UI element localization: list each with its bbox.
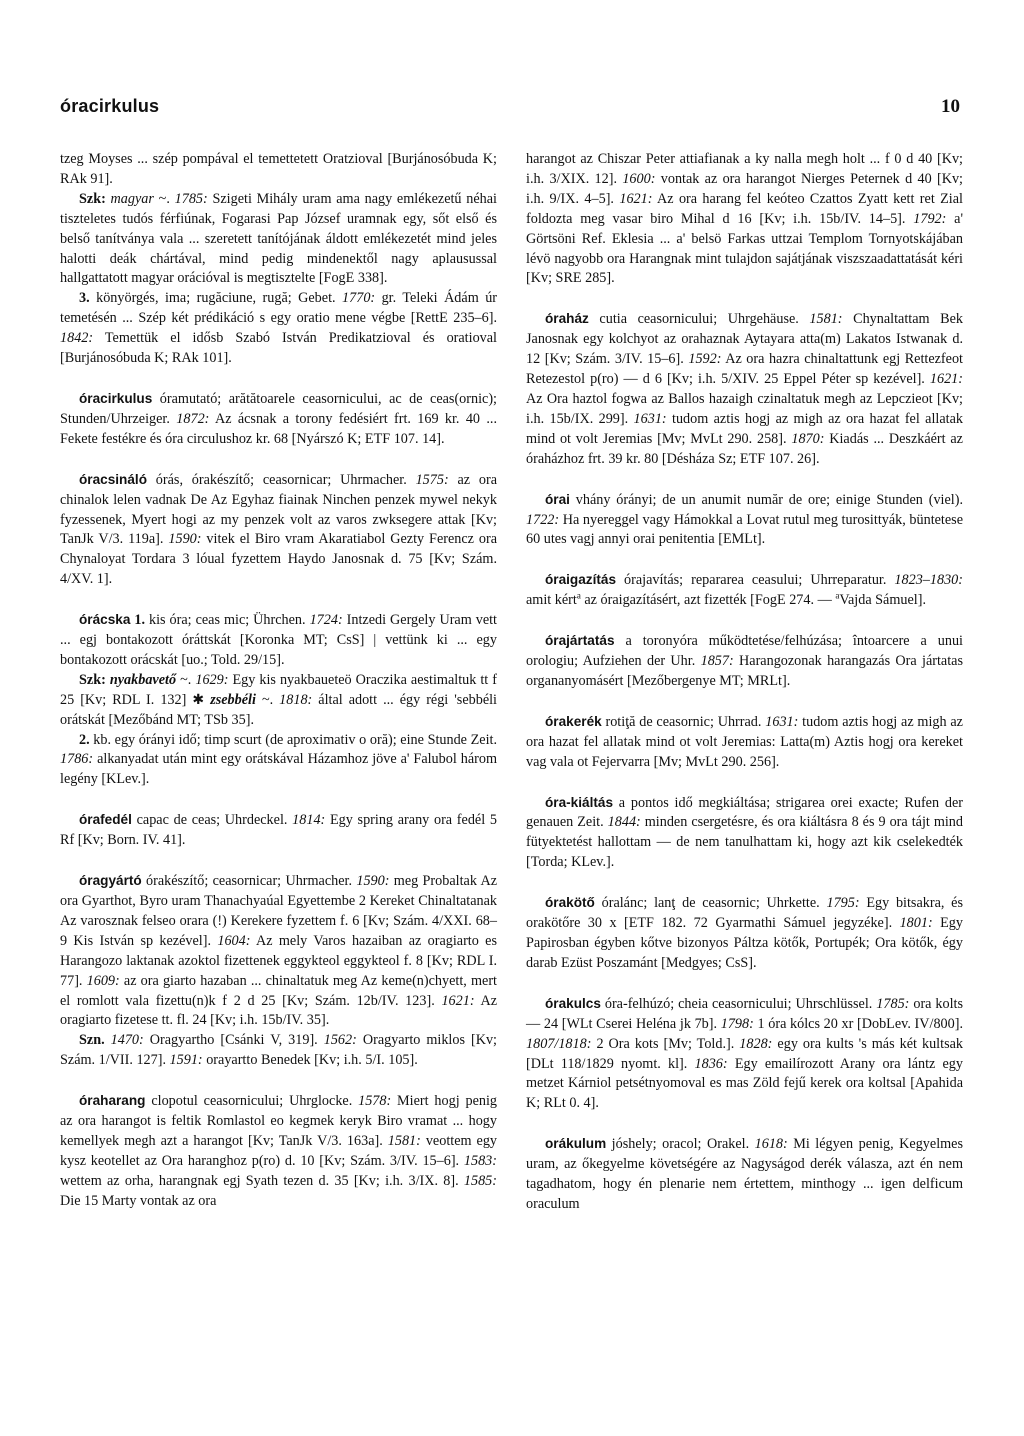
headword: óraház xyxy=(545,311,589,327)
bold-italic-term: nyakbavető xyxy=(109,671,177,688)
entry-text: Egy spring arany ora fedél 5 Rf [Kv; Born. IV. 41]. xyxy=(60,812,497,849)
year-citation: 1823–1830: xyxy=(894,572,963,589)
entry-text: capac de ceas; Uhrdeckel. xyxy=(131,812,293,829)
year-citation: 1770: xyxy=(342,290,376,307)
entry-paragraph xyxy=(526,994,963,1114)
entry-paragraph xyxy=(60,1031,497,1071)
year-citation: 1609: xyxy=(86,972,120,989)
page-number: 10 xyxy=(941,96,960,117)
entry-paragraph xyxy=(60,190,497,290)
entry-paragraph xyxy=(526,631,963,692)
entry-text: az óraigazításért, azt fizették [FogE 274. — xyxy=(580,592,836,609)
entry-text: óramutató; arătătoarele ceasornicului, ac de ceas(ornic); Stunden/Uhrzeiger. xyxy=(60,390,497,427)
left-column xyxy=(60,150,497,1232)
year-citation: 1801: xyxy=(899,915,933,932)
year-citation: 1583: xyxy=(463,1152,497,1169)
entry-paragraph xyxy=(60,671,497,731)
year-citation: 1621: xyxy=(441,992,475,1009)
year-citation: 1631: xyxy=(633,410,667,427)
dictionary-entry xyxy=(526,712,963,773)
dictionary-entry xyxy=(526,1134,963,1215)
year-citation: 1621: xyxy=(929,371,963,388)
entry-text: óralánc; lanţ de ceasornic; Uhrkette. xyxy=(594,895,827,912)
entry-text: clopotul ceasornicului; Uhrglocke. xyxy=(145,1093,359,1110)
entry-text: Intzedi Gergely Uram vett ... egj bontakozott óráttskát [Koronka MT; CsS] | vettünk ki ... egy bontakozott orácskát [uo.; Told. 29/15]. xyxy=(60,612,498,668)
entry-text: alkanyadat után mint egy orátskával Házamhoz jöve a' Falubol három legény [KLev.]. xyxy=(60,751,497,788)
year-citation: 1786: xyxy=(60,751,94,768)
entry-paragraph xyxy=(526,1134,963,1215)
superscript-mark: a xyxy=(835,590,840,601)
headword: órakerék xyxy=(545,713,602,729)
year-citation: magyar xyxy=(110,190,154,207)
entry-text: Egy Papirosban égyben kőtve bizonyos Páltza kötők, Portupék; Ora kötők, égy darab Ezüst Poszamánt [Medgyes; CsS]. xyxy=(526,915,963,971)
dictionary-entry xyxy=(60,470,497,590)
entry-text: Oragyartho [Csánki V, 319]. xyxy=(143,1032,324,1049)
headword: óragyártó xyxy=(79,873,142,889)
bold-label: 2. xyxy=(79,731,94,748)
entry-text: Az oragiarto fizetese tt. fl. 24 [Kv; i.h. 15b/IV. 35]. xyxy=(60,992,497,1029)
entry-text: a toronyóra működtetése/felhúzása; întoarcere a unui orologiu; Aufziehen der Uhr. xyxy=(526,633,963,670)
year-citation: 1631: xyxy=(765,713,799,730)
headword: orákulum xyxy=(545,1136,607,1152)
dictionary-entry xyxy=(526,994,963,1114)
entry-text: órajavítás; repararea ceasului; Uhrreparatur. xyxy=(616,572,895,589)
headword: órácska xyxy=(79,612,131,628)
year-citation: 1795: xyxy=(826,895,860,912)
dictionary-entry xyxy=(526,631,963,692)
entry-text: 2 Ora kots [Mv; Told.]. xyxy=(591,1035,740,1052)
entry-text: Kiadás ... Deszkáért az óraházhoz frt. 39 kr. 80 [Désháza Sz; ETF 107. 26]. xyxy=(526,430,963,467)
headword: óraigazítás xyxy=(545,572,617,588)
entry-text: harangot az Chiszar Peter attiafianak a ky nalla megh holt ... f 0 d 40 [Kv; i.h. 3/XIX. 12]. xyxy=(526,151,963,187)
entry-text: rotiţă de ceasornic; Uhrrad. xyxy=(601,713,766,730)
entry-text: az ora chinalok lelen vadnak De Az Egyhaz fiainak Ninchen penzek mywel nekyk fyzessenek, Myert hogi az my penzek volt az varos zwksegere attak [Kv; TanJk V/3. 119a]. xyxy=(60,471,497,548)
dictionary-entry xyxy=(526,490,963,551)
entry-paragraph xyxy=(526,570,963,611)
headword: óracsináló xyxy=(79,471,147,487)
year-citation: 1604: xyxy=(217,932,251,949)
running-header xyxy=(60,96,960,122)
right-column xyxy=(526,150,963,1235)
entry-text: Az ácsnak a torony fedésiért frt. 169 kr. 40 ... Fekete festékre és óra circulushoz kr. 68 [Nyárszó K; ETF 107. 14]. xyxy=(60,410,497,447)
entry-text: a' Görtsöni Ref. Eklesia ... a' belsö Farkas uttzai Templom Tornyotskájában lévö nagyobb ora Harangnak mint tulajdon sajátjának viszszaadattatását kéri [Kv; SRE 285]. xyxy=(526,210,964,287)
headword: óra-kiáltás xyxy=(545,794,614,810)
dictionary-entry xyxy=(60,871,497,1071)
entry-text: Szigeti Mihály uram ama nagy emlékezetű néhai tiszteletes tudós férfiúnak, Fogarasi Pap József uramnak egy, sőt első és belső tanítványa vala ... szeretett tanítójának áldott emlékezetét mind jeles halotti deák chártával, mind pedig mindenektől nagy aplausussal hallgattatott magyar orációval is megtisztelte [FogE 338]. xyxy=(60,190,497,287)
year-citation: 1575: xyxy=(415,471,449,488)
entry-text: Vajda Sámuel]. xyxy=(839,592,926,609)
entry-paragraph xyxy=(60,610,497,671)
dictionary-entry xyxy=(60,1091,497,1211)
headword: órakulcs xyxy=(545,995,601,1011)
headword: órafedél xyxy=(79,812,132,828)
entry-text: Egy bitsakra, és orakötőre 30 x [ETF 182. 72 Gyarmathi Sámuel jegyzéke]. xyxy=(526,895,963,932)
entry-text: által adott ... égy régi 'sebbéli orátskát [Mezőbánd MT; TSb 35]. xyxy=(60,691,497,728)
year-citation: 1807/1818: xyxy=(526,1035,592,1052)
entry-text: ora kolts — 24 [WLt Cserei Heléna jk 7b]. xyxy=(526,995,963,1032)
year-citation: 1857: xyxy=(700,653,734,670)
entry-text: egy ora kults 's más két kultsak [DLt 118/1829 nyomt. kl]. xyxy=(526,1035,963,1072)
entry-text: kis óra; ceas mic; Ührchen. xyxy=(145,612,310,629)
year-citation: 1828: xyxy=(739,1035,773,1052)
entry-text: 1 óra kólcs 20 xr [DobLev. IV/800]. xyxy=(753,1015,963,1032)
entry-text: veottem egy kysz keotellet az Ora haranghoz p(ro) d. 10 [Kv; Szám. 3/IV. 15–6]. xyxy=(60,1132,498,1169)
entry-text: jóshely; oracol; Orakel. xyxy=(606,1136,755,1153)
entry-text: a pontos idő megkiáltása; strigarea orei exacte; Rufen der genauen Zeit. xyxy=(526,794,963,831)
bold-italic-term: zsebbéli xyxy=(210,691,256,708)
dictionary-entry xyxy=(60,150,497,369)
entry-text: Miert hogj penig az ora harangot is feltik Romlastol eo kegmek keryk Biro vramat ... hogy kemellyek megh azt a harangot [Kv; TanJk V/3. 163a]. xyxy=(60,1093,498,1149)
entry-text: Mi légyen penig, Kegyelmes uram, az őkegyelme követségére az Nagyságod derék válasza, azt én nem tagadhatom, hogy én plenarie nem értettem, minthogy ... igen delficum oraculum xyxy=(526,1136,963,1212)
entry-text: Az Ora haztol fogwa az Ballos hazaigh czinaltatuk megh az Lepczieot [Kv; i.h. 15b/IX. 299]. xyxy=(526,390,963,427)
year-citation: 1724: xyxy=(309,612,343,629)
entry-text: órás, órakészítő; ceasornicar; Uhrmacher. xyxy=(147,471,416,488)
bold-label: 3. xyxy=(79,290,97,307)
bold-label: Szn. xyxy=(79,1032,111,1049)
entry-text: Egy kis nyakbaueteö Oraczika aestimaltuk tt f 25 [Kv; RDL I. 132] ✱ xyxy=(60,671,497,708)
bold-label: Szk: xyxy=(79,671,110,688)
bold-label: Szk: xyxy=(79,190,111,207)
entry-text: ~. xyxy=(153,190,175,207)
entry-text: óra-felhúzó; cheia ceasornicului; Uhrschlüssel. xyxy=(600,995,877,1012)
year-citation: 1621: xyxy=(619,190,653,207)
entry-text: meg Probaltak Az ora Gyarthot, Byro uram Thanachyaúal Egyettembe 2 Kereket Chinaltatanak Az varosznak felseo orara (!) Kerekere fyzettem f. 6 [Kv; Szám. 4/XXI. 68–9 Kis István sp kezével]. xyxy=(60,873,498,949)
year-citation: 1785: xyxy=(174,190,208,207)
entry-paragraph xyxy=(60,871,497,1031)
entry-text: vontak az ora harangot Nierges Peternek d 40 [Kv; i.h. 9/IX. 4–5]. xyxy=(526,170,963,207)
entry-text: ~. xyxy=(255,691,280,708)
headword: óracirkulus xyxy=(79,390,153,406)
year-citation: 1818: xyxy=(279,691,313,708)
superscript-mark: a xyxy=(576,590,581,601)
year-citation: 1872: xyxy=(176,410,210,427)
entry-text: Az ora harang fel keóteo Czattos Zyatt kett ret Zial foldozta meg vasar biro Mihal d 16 [Kv; i.h. 15b/IV. 14–5]. xyxy=(526,190,963,227)
entry-text: könyörgés, ima; rugăciune, rugă; Gebet. xyxy=(96,290,343,307)
bold-label: 1. xyxy=(130,612,146,629)
entry-text: gr. Teleki Ádám úr temetésén ... Szép két prédikáció s egy oratio mene végbe [RettE 235–6]. xyxy=(60,290,498,327)
year-citation: 1600: xyxy=(622,170,656,187)
year-citation: 1798: xyxy=(720,1015,754,1032)
entry-text: tudom aztis hogj az migh az ora hazat fel allatak mind ot volt Jeremias [Mv; MvLt 290. 258]. xyxy=(526,410,963,447)
dictionary-entry xyxy=(60,610,497,790)
year-citation: 1836: xyxy=(694,1055,728,1072)
entry-text: vhány órányi; de un anumit număr de ore; einige Stunden (viel). xyxy=(569,491,963,508)
year-citation: 1578: xyxy=(358,1093,392,1110)
headword: órajártatás xyxy=(545,633,615,649)
year-citation: 1629: xyxy=(195,671,229,688)
entry-text: vitek el Biro vram Akaratiabol Gezty Ferencz ora Chynaloyat Tordara 3 lóual fyzettem Haydo Janosnak d. 75 [Kv; Szám. 4/XV. 1]. xyxy=(60,531,497,588)
running-headword: óracirkulus xyxy=(60,96,160,116)
entry-text: ~. xyxy=(176,671,196,688)
dictionary-entry xyxy=(526,570,963,611)
dictionary-entry xyxy=(526,793,963,874)
year-citation: 1470: xyxy=(110,1032,144,1049)
dictionary-entry xyxy=(60,389,497,450)
entry-text: kb. egy órányi idő; timp scurt (de aproximativ o oră); eine Stunde Zeit. xyxy=(93,731,498,748)
year-citation: 1590: xyxy=(168,531,202,548)
year-citation: 1592: xyxy=(688,351,722,368)
entry-paragraph xyxy=(60,389,497,450)
entry-text: Temettük el idősb Szabó István Predikatzioval és oratioval [Burjánosóbuda K; RAk 101]. xyxy=(60,330,497,367)
year-citation: 1581: xyxy=(809,311,843,328)
entry-text: Az ora hazra chinaltattunk egj Rettezfeot Retezestol p(ro) — d 6 [Kv; i.h. 5/XIV. 25 Eppel Péter sp kezével]. xyxy=(526,351,963,388)
year-citation: 1562: xyxy=(323,1032,357,1049)
year-citation: 1722: xyxy=(526,511,560,528)
entry-paragraph xyxy=(60,810,497,851)
entry-text: amit kért xyxy=(526,592,577,609)
entry-paragraph xyxy=(526,793,963,874)
entry-text: Ha nyereggel vagy Hámokkal a Lovat rutul meg turosittyák, büntetese 60 utes vagj annyi orai penitentia [EMLt]. xyxy=(526,511,963,548)
entry-text: Oragyarto miklos [Kv; Szám. 1/VII. 127]. xyxy=(60,1032,497,1069)
entry-paragraph xyxy=(526,712,963,773)
entry-paragraph xyxy=(60,289,497,369)
entry-text: tzeg Moyses ... szép pompával el temettetett Oratzioval [Burjánosóbuda K; RAk 91]. xyxy=(60,151,497,187)
entry-text: Die 15 Marty vontak az ora xyxy=(60,1192,217,1209)
entry-paragraph xyxy=(60,470,497,590)
headword: órai xyxy=(545,491,570,507)
year-citation: 1785: xyxy=(876,995,910,1012)
dictionary-entry xyxy=(526,893,963,974)
entry-paragraph xyxy=(60,150,497,190)
entry-text: Egy emailírozott Arany ora lántz egy metzet Kárniol petsétnyomoval es mas Zöld fejű kerek ora koltsal [Apahida K; RLt 0. 4]. xyxy=(526,1055,963,1112)
year-citation: 1870: xyxy=(791,430,825,447)
year-citation: 1618: xyxy=(754,1136,788,1153)
year-citation: 1814: xyxy=(292,812,326,829)
headword: órakötő xyxy=(545,895,595,911)
entry-text: órakészítő; ceasornicar; Uhrmacher. xyxy=(141,873,357,890)
entry-paragraph xyxy=(526,150,963,289)
year-citation: 1590: xyxy=(356,873,390,890)
entry-text: Chynaltattam Bek Janosnak egy kolchyot az orahaznak Aytayara atta(m) Lakatos Istwanak d. 12 [Kv; Szám. 3/IV. 15–6]. xyxy=(526,311,963,368)
entry-paragraph xyxy=(526,309,963,469)
entry-paragraph xyxy=(60,731,497,791)
headword: óraharang xyxy=(79,1093,146,1109)
entry-paragraph xyxy=(60,1091,497,1211)
entry-text: cutia ceasornicului; Uhrgehäuse. xyxy=(588,311,810,328)
entry-text: az ora giarto hazaban ... chinaltatuk meg Az keme(n)chyett, mert el romlott vala fizettu(n)k f 2 d 25 [Kv; Szám. 12b/IV. 123]. xyxy=(60,972,497,1009)
entry-text: minden csergetésre, és ora kiáltásra 8 és 9 ora tájt mind fütyektetést hallottam — de nem tanulhattam ki, hogy azt kik cselekedték [Torda; KLev.]. xyxy=(526,814,963,871)
entry-text: tudom aztis hogj az migh az ora hazat fel allatak mind ot volt Jeremias: Latta(m) Aztis hogj ora kereket vag vala ot Fejervarra [Mv; MvLt 290. 256]. xyxy=(526,713,963,770)
dictionary-entry xyxy=(60,810,497,851)
entry-text: orayartto Benedek [Kv; i.h. 5/I. 105]. xyxy=(202,1052,418,1069)
dictionary-entry xyxy=(526,309,963,469)
year-citation: 1842: xyxy=(60,330,94,347)
entry-text: wettem az orha, harangnak egj Syath tezen d. 35 [Kv; i.h. 3/IX. 8]. xyxy=(60,1172,464,1189)
year-citation: 1581: xyxy=(387,1132,421,1149)
entry-paragraph xyxy=(526,490,963,551)
dictionary-entry xyxy=(526,150,963,289)
entry-paragraph xyxy=(526,893,963,974)
year-citation: 1591: xyxy=(169,1052,203,1069)
year-citation: 1844: xyxy=(607,814,641,831)
entry-text: Harangozonak harangazás Ora jártatas organanyomásért [Mezőbergenye MT; MRLt]. xyxy=(526,653,963,689)
entry-text: Az mely Varos hazaiban az oragiarto es Harangozo laktanak azoktol fizettenek eggykteol eggykteol f. 8 [Kv; RDL I. 77]. xyxy=(60,932,497,989)
year-citation: 1585: xyxy=(463,1172,497,1189)
year-citation: 1792: xyxy=(913,210,947,227)
